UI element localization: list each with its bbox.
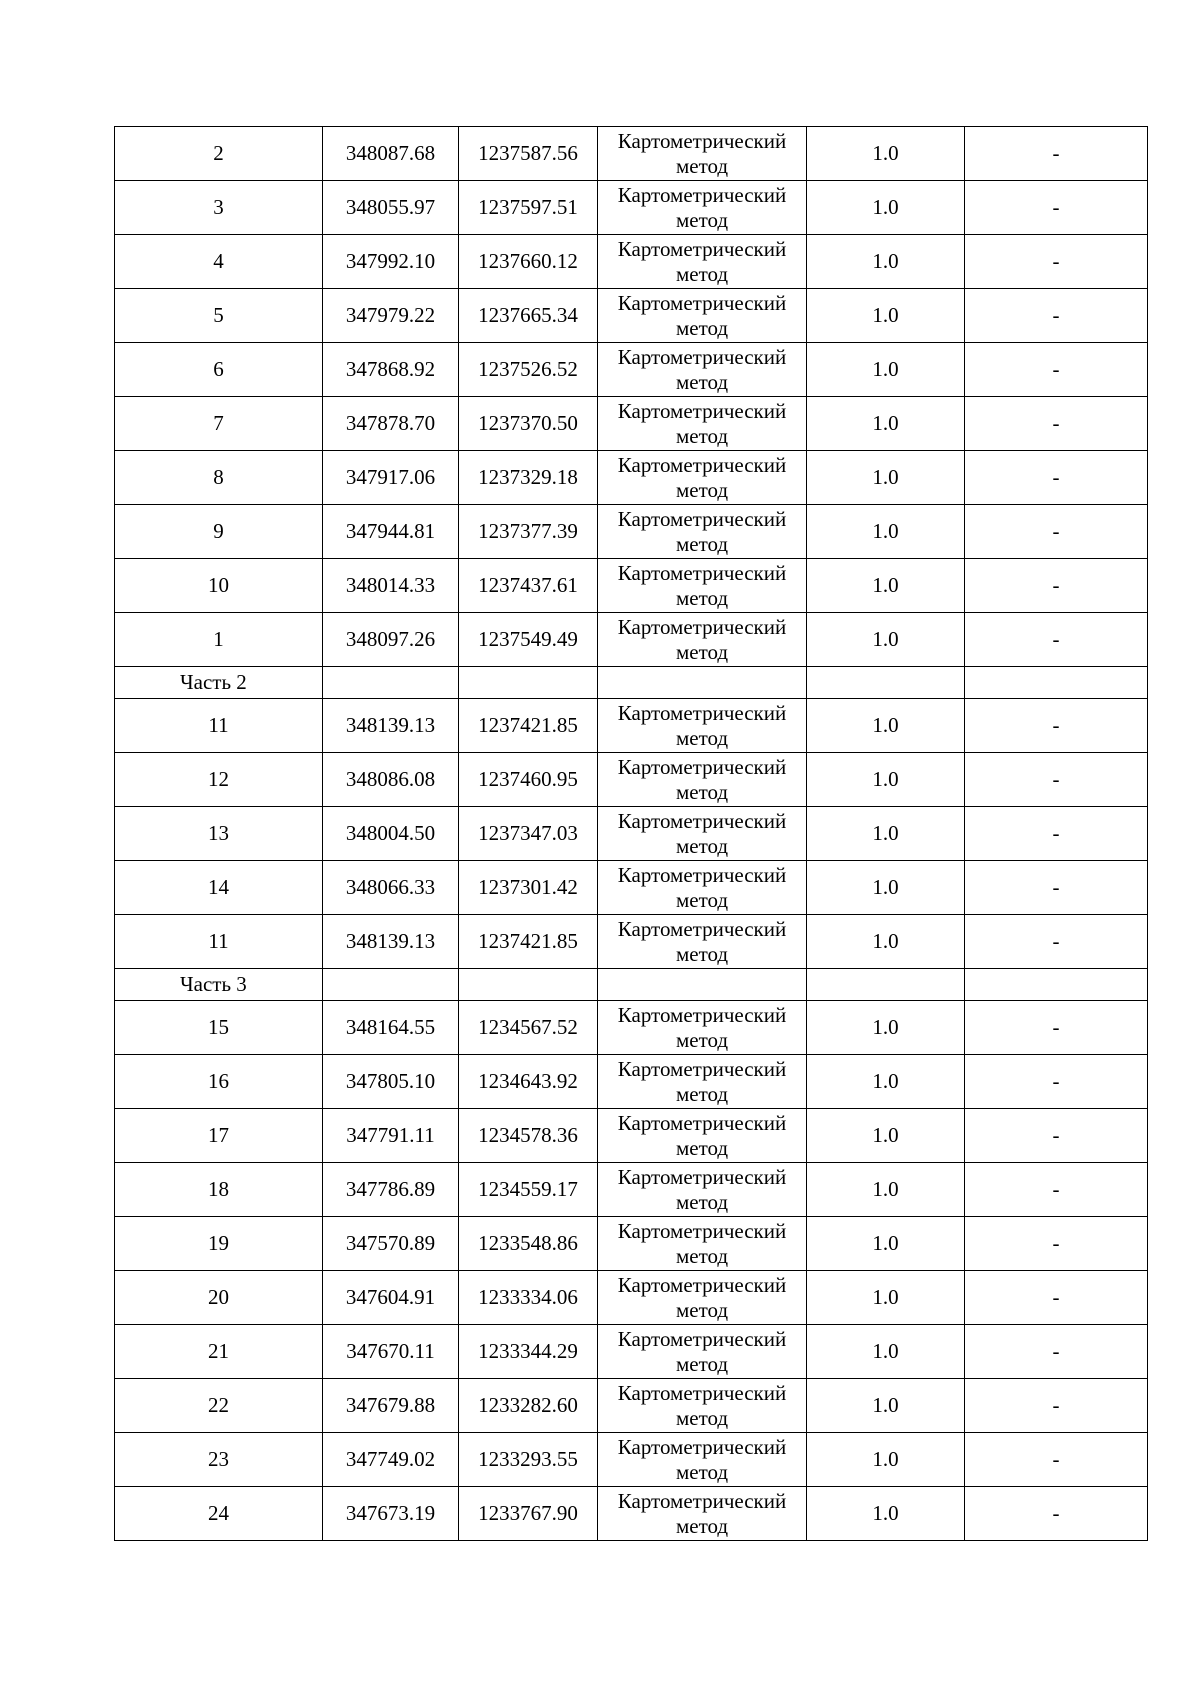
- method-cell: [598, 1487, 807, 1541]
- precision-cell: 1.0: [807, 861, 965, 915]
- precision-cell: 1.0: [807, 807, 965, 861]
- part-header-row: [115, 667, 1148, 699]
- note-cell: -: [965, 235, 1148, 289]
- precision-cell: 1.0: [807, 451, 965, 505]
- method-cell: [598, 559, 807, 613]
- y-coordinate-cell: 1237549.49: [459, 613, 598, 667]
- method-line-2: метод: [675, 1135, 729, 1160]
- note-cell: -: [965, 181, 1148, 235]
- precision-cell: 1.0: [807, 915, 965, 969]
- x-coordinate-cell: 348139.13: [323, 699, 459, 753]
- precision-cell: 1.0: [807, 753, 965, 807]
- method-line-1: Картометрический: [617, 1218, 787, 1243]
- x-coordinate-cell: 347805.10: [323, 1055, 459, 1109]
- empty-cell: [323, 667, 459, 699]
- method-line-1: Картометрический: [617, 916, 787, 941]
- method-line-1: Картометрический: [617, 344, 787, 369]
- method-line-2: метод: [675, 1243, 729, 1268]
- table-row: [115, 699, 1148, 753]
- method-line-2: метод: [675, 1027, 729, 1052]
- method-line-1: Картометрический: [617, 754, 787, 779]
- precision-cell: 1.0: [807, 1325, 965, 1379]
- table-row: [115, 397, 1148, 451]
- y-coordinate-cell: 1237587.56: [459, 127, 598, 181]
- point-number-cell: 5: [115, 289, 323, 343]
- method-line-1: Картометрический: [617, 1002, 787, 1027]
- empty-cell: [459, 667, 598, 699]
- point-number-cell: 22: [115, 1379, 323, 1433]
- x-coordinate-cell: 347992.10: [323, 235, 459, 289]
- y-coordinate-cell: 1233282.60: [459, 1379, 598, 1433]
- method-cell: [598, 235, 807, 289]
- point-number-cell: 24: [115, 1487, 323, 1541]
- table-row: [115, 1217, 1148, 1271]
- x-coordinate-cell: 347786.89: [323, 1163, 459, 1217]
- method-line-2: метод: [675, 725, 729, 750]
- point-number-cell: 4: [115, 235, 323, 289]
- note-cell: -: [965, 1217, 1148, 1271]
- method-line-1: Картометрический: [617, 700, 787, 725]
- empty-cell: [807, 667, 965, 699]
- method-cell: [598, 1001, 807, 1055]
- point-number-cell: 3: [115, 181, 323, 235]
- table-row: [115, 505, 1148, 559]
- note-cell: -: [965, 861, 1148, 915]
- note-cell: -: [965, 915, 1148, 969]
- precision-cell: 1.0: [807, 1379, 965, 1433]
- y-coordinate-cell: 1234578.36: [459, 1109, 598, 1163]
- method-line-2: метод: [675, 423, 729, 448]
- x-coordinate-cell: 347679.88: [323, 1379, 459, 1433]
- point-number-cell: 20: [115, 1271, 323, 1325]
- method-line-2: метод: [675, 585, 729, 610]
- note-cell: -: [965, 343, 1148, 397]
- method-line-1: Картометрический: [617, 614, 787, 639]
- precision-cell: 1.0: [807, 343, 965, 397]
- method-line-1: Картометрический: [617, 128, 787, 153]
- table-row: [115, 1325, 1148, 1379]
- x-coordinate-cell: 347570.89: [323, 1217, 459, 1271]
- method-cell: [598, 807, 807, 861]
- method-line-1: Картометрический: [617, 1164, 787, 1189]
- method-cell: [598, 699, 807, 753]
- point-number-cell: 9: [115, 505, 323, 559]
- empty-cell: [807, 969, 965, 1001]
- note-cell: -: [965, 753, 1148, 807]
- precision-cell: 1.0: [807, 613, 965, 667]
- table-row: [115, 235, 1148, 289]
- x-coordinate-cell: 348086.08: [323, 753, 459, 807]
- point-number-cell: 7: [115, 397, 323, 451]
- method-cell: [598, 127, 807, 181]
- coordinates-table: [114, 126, 1148, 1541]
- point-number-cell: 16: [115, 1055, 323, 1109]
- note-cell: -: [965, 807, 1148, 861]
- method-cell: [598, 397, 807, 451]
- note-cell: -: [965, 451, 1148, 505]
- note-cell: -: [965, 1487, 1148, 1541]
- method-line-1: Картометрический: [617, 398, 787, 423]
- point-number-cell: 12: [115, 753, 323, 807]
- empty-cell: [459, 969, 598, 1001]
- point-number-cell: 17: [115, 1109, 323, 1163]
- note-cell: -: [965, 1109, 1148, 1163]
- method-line-1: Картометрический: [617, 236, 787, 261]
- note-cell: -: [965, 397, 1148, 451]
- point-number-cell: 13: [115, 807, 323, 861]
- method-line-1: Картометрический: [617, 808, 787, 833]
- y-coordinate-cell: 1233334.06: [459, 1271, 598, 1325]
- method-line-1: Картометрический: [617, 1326, 787, 1351]
- precision-cell: 1.0: [807, 1055, 965, 1109]
- y-coordinate-cell: 1237597.51: [459, 181, 598, 235]
- method-line-2: метод: [675, 639, 729, 664]
- method-line-2: метод: [675, 1459, 729, 1484]
- table-row: [115, 1163, 1148, 1217]
- x-coordinate-cell: 348097.26: [323, 613, 459, 667]
- method-cell: [598, 505, 807, 559]
- empty-cell: [965, 969, 1148, 1001]
- y-coordinate-cell: 1233548.86: [459, 1217, 598, 1271]
- method-cell: [598, 1379, 807, 1433]
- table-row: [115, 1379, 1148, 1433]
- method-line-1: Картометрический: [617, 1488, 787, 1513]
- method-cell: [598, 1325, 807, 1379]
- point-number-cell: 10: [115, 559, 323, 613]
- y-coordinate-cell: 1237329.18: [459, 451, 598, 505]
- method-line-2: метод: [675, 779, 729, 804]
- y-coordinate-cell: 1237437.61: [459, 559, 598, 613]
- method-line-2: метод: [675, 887, 729, 912]
- method-line-1: Картометрический: [617, 1272, 787, 1297]
- method-cell: [598, 1109, 807, 1163]
- y-coordinate-cell: 1233344.29: [459, 1325, 598, 1379]
- method-cell: [598, 343, 807, 397]
- y-coordinate-cell: 1237526.52: [459, 343, 598, 397]
- table-row: [115, 613, 1148, 667]
- note-cell: -: [965, 289, 1148, 343]
- method-line-1: Картометрический: [617, 560, 787, 585]
- y-coordinate-cell: 1237660.12: [459, 235, 598, 289]
- note-cell: -: [965, 127, 1148, 181]
- method-cell: [598, 181, 807, 235]
- method-line-2: метод: [675, 153, 729, 178]
- y-coordinate-cell: 1237301.42: [459, 861, 598, 915]
- method-line-2: метод: [675, 1297, 729, 1322]
- method-line-1: Картометрический: [617, 452, 787, 477]
- precision-cell: 1.0: [807, 699, 965, 753]
- point-number-cell: 15: [115, 1001, 323, 1055]
- method-cell: [598, 861, 807, 915]
- table-row: [115, 915, 1148, 969]
- method-line-2: метод: [675, 477, 729, 502]
- part-label: Часть 3: [115, 969, 323, 1001]
- y-coordinate-cell: 1237665.34: [459, 289, 598, 343]
- table-row: [115, 1055, 1148, 1109]
- x-coordinate-cell: 347878.70: [323, 397, 459, 451]
- point-number-cell: 11: [115, 699, 323, 753]
- method-cell: [598, 1217, 807, 1271]
- x-coordinate-cell: 347673.19: [323, 1487, 459, 1541]
- note-cell: -: [965, 1271, 1148, 1325]
- note-cell: -: [965, 505, 1148, 559]
- precision-cell: 1.0: [807, 1217, 965, 1271]
- precision-cell: 1.0: [807, 1271, 965, 1325]
- x-coordinate-cell: 347604.91: [323, 1271, 459, 1325]
- method-line-2: метод: [675, 833, 729, 858]
- y-coordinate-cell: 1237370.50: [459, 397, 598, 451]
- method-line-1: Картометрический: [617, 182, 787, 207]
- table-row: [115, 1001, 1148, 1055]
- method-cell: [598, 289, 807, 343]
- point-number-cell: 6: [115, 343, 323, 397]
- note-cell: -: [965, 559, 1148, 613]
- method-line-2: метод: [675, 531, 729, 556]
- y-coordinate-cell: 1237347.03: [459, 807, 598, 861]
- y-coordinate-cell: 1234559.17: [459, 1163, 598, 1217]
- table-row: [115, 753, 1148, 807]
- table-row: [115, 559, 1148, 613]
- part-label: Часть 2: [115, 667, 323, 699]
- x-coordinate-cell: 348014.33: [323, 559, 459, 613]
- precision-cell: 1.0: [807, 181, 965, 235]
- method-cell: [598, 753, 807, 807]
- method-line-1: Картометрический: [617, 1056, 787, 1081]
- table-row: [115, 1271, 1148, 1325]
- method-line-2: метод: [675, 1405, 729, 1430]
- method-line-2: метод: [675, 261, 729, 286]
- point-number-cell: 2: [115, 127, 323, 181]
- part-header-row: [115, 969, 1148, 1001]
- table-row: [115, 127, 1148, 181]
- method-line-2: метод: [675, 1081, 729, 1106]
- method-cell: [598, 1055, 807, 1109]
- table-row: [115, 181, 1148, 235]
- table-row: [115, 807, 1148, 861]
- method-line-2: метод: [675, 1351, 729, 1376]
- note-cell: -: [965, 1163, 1148, 1217]
- table-row: [115, 1433, 1148, 1487]
- x-coordinate-cell: 347917.06: [323, 451, 459, 505]
- empty-cell: [598, 969, 807, 1001]
- y-coordinate-cell: 1237377.39: [459, 505, 598, 559]
- y-coordinate-cell: 1237460.95: [459, 753, 598, 807]
- precision-cell: 1.0: [807, 127, 965, 181]
- table-row: [115, 289, 1148, 343]
- y-coordinate-cell: 1233767.90: [459, 1487, 598, 1541]
- table-row: [115, 861, 1148, 915]
- point-number-cell: 21: [115, 1325, 323, 1379]
- method-line-1: Картометрический: [617, 862, 787, 887]
- x-coordinate-cell: 348164.55: [323, 1001, 459, 1055]
- x-coordinate-cell: 347749.02: [323, 1433, 459, 1487]
- table-row: [115, 451, 1148, 505]
- note-cell: -: [965, 699, 1148, 753]
- method-line-2: метод: [675, 941, 729, 966]
- x-coordinate-cell: 348066.33: [323, 861, 459, 915]
- note-cell: -: [965, 1433, 1148, 1487]
- method-line-1: Картометрический: [617, 1434, 787, 1459]
- precision-cell: 1.0: [807, 505, 965, 559]
- note-cell: -: [965, 1325, 1148, 1379]
- empty-cell: [598, 667, 807, 699]
- y-coordinate-cell: 1234643.92: [459, 1055, 598, 1109]
- precision-cell: 1.0: [807, 397, 965, 451]
- x-coordinate-cell: 347670.11: [323, 1325, 459, 1379]
- point-number-cell: 14: [115, 861, 323, 915]
- x-coordinate-cell: 347868.92: [323, 343, 459, 397]
- method-line-1: Картометрический: [617, 506, 787, 531]
- table-row: [115, 1487, 1148, 1541]
- x-coordinate-cell: 348139.13: [323, 915, 459, 969]
- point-number-cell: 18: [115, 1163, 323, 1217]
- method-cell: [598, 1433, 807, 1487]
- point-number-cell: 11: [115, 915, 323, 969]
- precision-cell: 1.0: [807, 559, 965, 613]
- precision-cell: 1.0: [807, 1163, 965, 1217]
- y-coordinate-cell: 1233293.55: [459, 1433, 598, 1487]
- point-number-cell: 23: [115, 1433, 323, 1487]
- precision-cell: 1.0: [807, 1433, 965, 1487]
- method-line-1: Картометрический: [617, 1110, 787, 1135]
- method-cell: [598, 613, 807, 667]
- method-cell: [598, 915, 807, 969]
- x-coordinate-cell: 348055.97: [323, 181, 459, 235]
- point-number-cell: 8: [115, 451, 323, 505]
- note-cell: -: [965, 1055, 1148, 1109]
- precision-cell: 1.0: [807, 1487, 965, 1541]
- empty-cell: [965, 667, 1148, 699]
- precision-cell: 1.0: [807, 289, 965, 343]
- method-line-2: метод: [675, 1513, 729, 1538]
- note-cell: -: [965, 613, 1148, 667]
- method-line-1: Картометрический: [617, 290, 787, 315]
- y-coordinate-cell: 1237421.85: [459, 915, 598, 969]
- point-number-cell: 19: [115, 1217, 323, 1271]
- method-cell: [598, 1163, 807, 1217]
- table-row: [115, 343, 1148, 397]
- method-line-2: метод: [675, 369, 729, 394]
- note-cell: -: [965, 1379, 1148, 1433]
- precision-cell: 1.0: [807, 235, 965, 289]
- y-coordinate-cell: 1237421.85: [459, 699, 598, 753]
- x-coordinate-cell: 348087.68: [323, 127, 459, 181]
- x-coordinate-cell: 347944.81: [323, 505, 459, 559]
- empty-cell: [323, 969, 459, 1001]
- x-coordinate-cell: 347791.11: [323, 1109, 459, 1163]
- method-line-1: Картометрический: [617, 1380, 787, 1405]
- y-coordinate-cell: 1234567.52: [459, 1001, 598, 1055]
- x-coordinate-cell: 348004.50: [323, 807, 459, 861]
- coordinates-table-body: [115, 127, 1148, 1541]
- method-line-2: метод: [675, 315, 729, 340]
- table-row: [115, 1109, 1148, 1163]
- note-cell: -: [965, 1001, 1148, 1055]
- precision-cell: 1.0: [807, 1109, 965, 1163]
- x-coordinate-cell: 347979.22: [323, 289, 459, 343]
- method-cell: [598, 1271, 807, 1325]
- method-cell: [598, 451, 807, 505]
- precision-cell: 1.0: [807, 1001, 965, 1055]
- method-line-2: метод: [675, 1189, 729, 1214]
- point-number-cell: 1: [115, 613, 323, 667]
- method-line-2: метод: [675, 207, 729, 232]
